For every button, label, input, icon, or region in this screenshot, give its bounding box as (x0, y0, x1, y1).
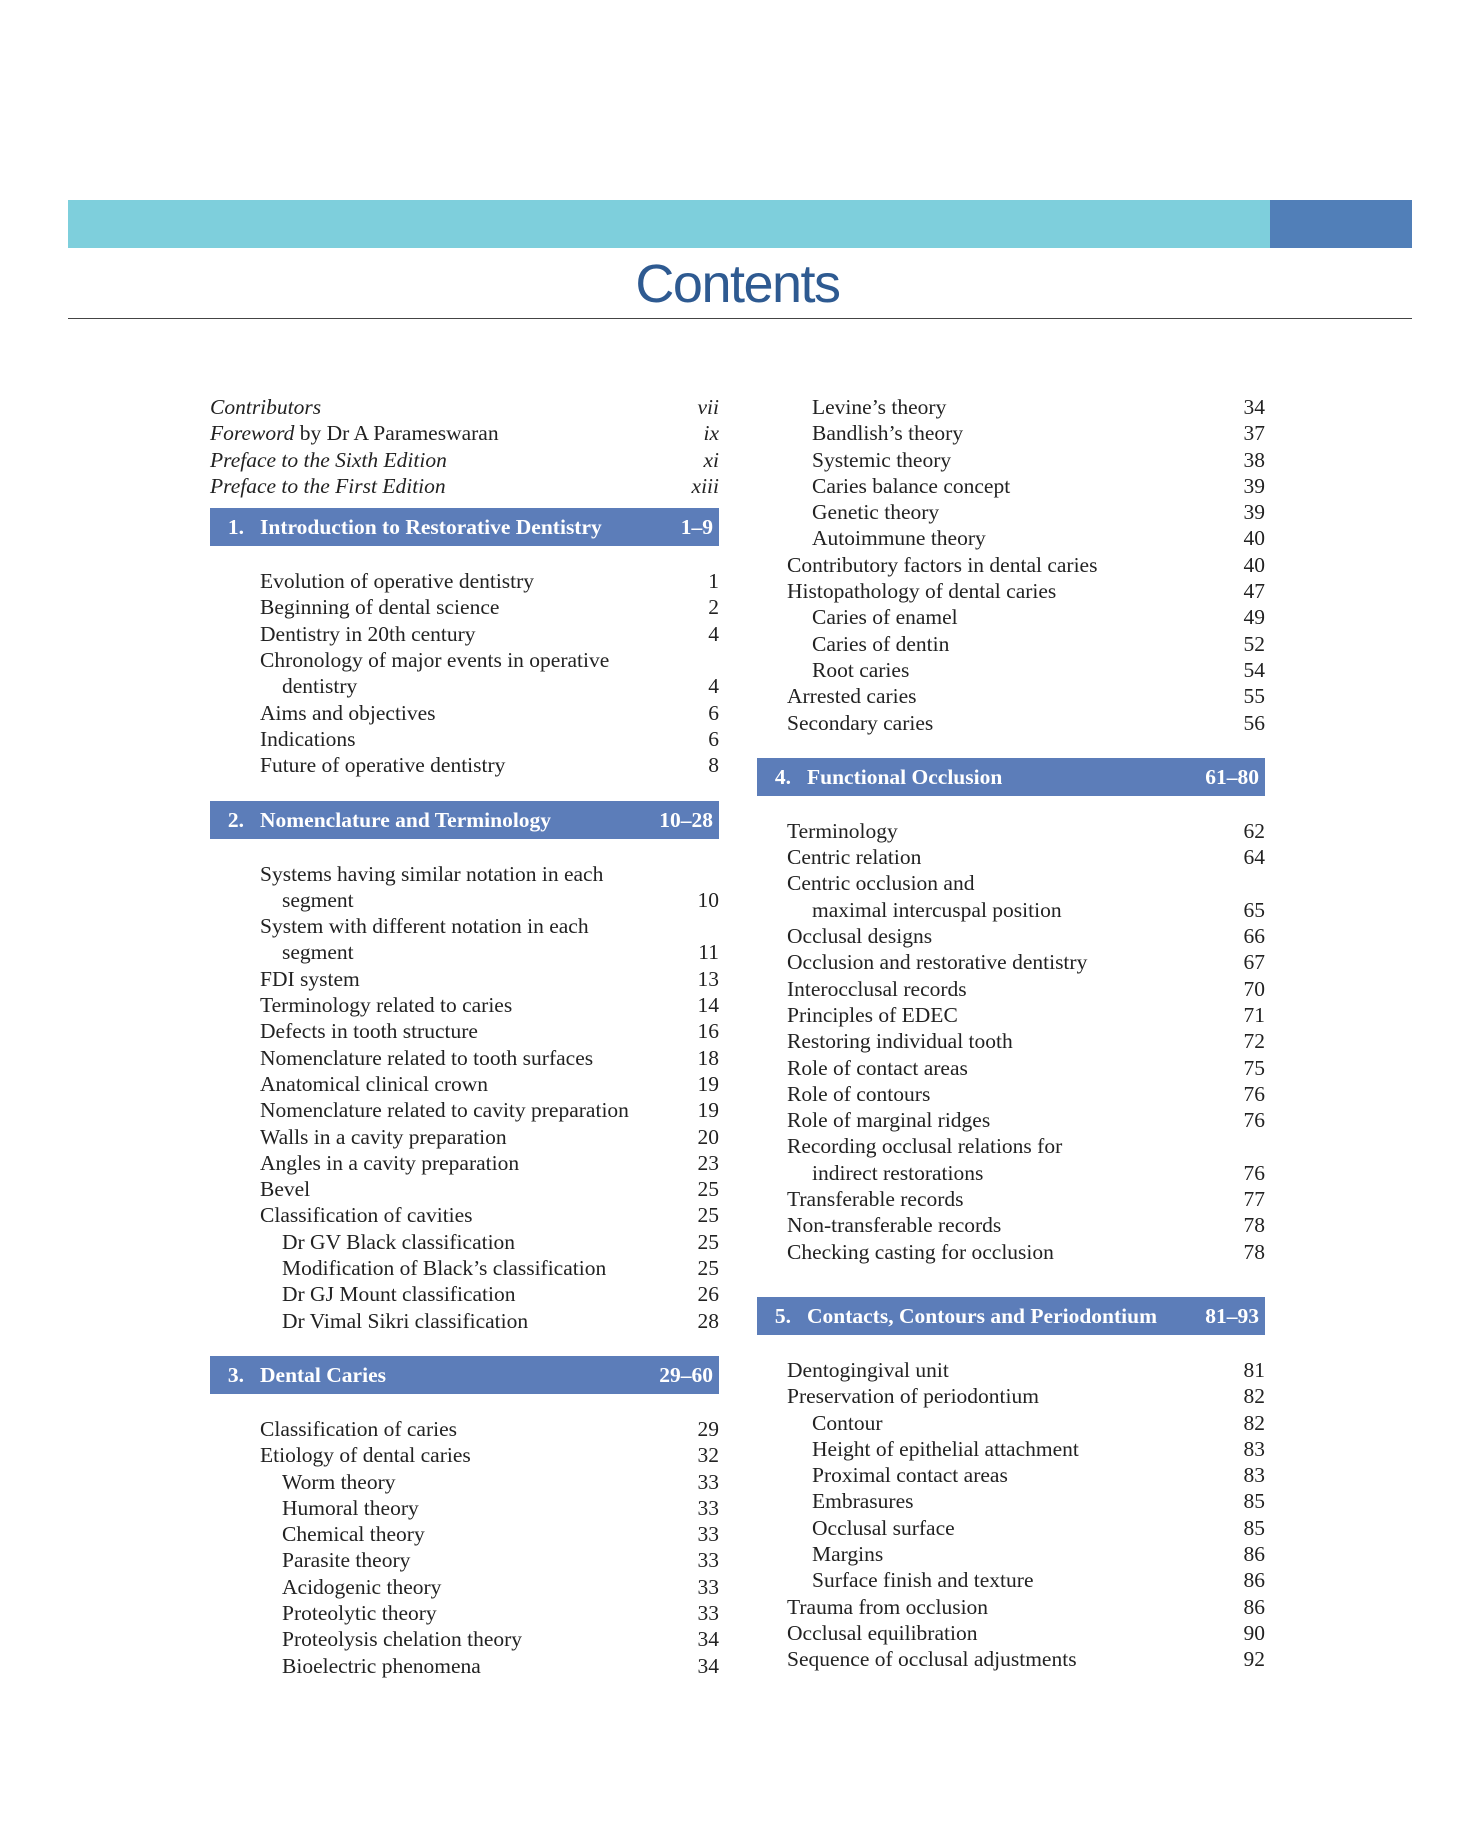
entry-page-number: 19 (697, 1071, 719, 1096)
entry-page-number: xi (703, 447, 719, 472)
chapter-page-range: 29–60 (659, 1362, 713, 1387)
entry-page-number: 82 (1243, 1384, 1265, 1409)
entry-page-number: 2 (708, 595, 719, 620)
entry-page-number: 75 (1243, 1055, 1265, 1080)
entry-label: Non-transferable records (787, 1213, 1002, 1238)
entry-page-number: 32 (697, 1443, 719, 1468)
entry-label: Occlusal equilibration (787, 1620, 978, 1645)
entry-page-number: xiii (691, 473, 719, 498)
toc-entry[interactable] (757, 897, 1265, 923)
chapter-title: Dental Caries (260, 1362, 386, 1387)
entry-label: segment (282, 887, 354, 912)
entry-page-number: 29 (697, 1416, 719, 1441)
entry-label: maximal intercuspal position (812, 897, 1062, 922)
chapter-heading[interactable] (757, 1297, 1265, 1335)
toc-entry[interactable] (757, 1646, 1265, 1672)
header-accent-block (1270, 200, 1412, 248)
entry-label: Indications (260, 726, 356, 751)
entry-page-number: 78 (1243, 1213, 1265, 1238)
spacer (210, 779, 719, 801)
entry-page-number: 23 (697, 1150, 719, 1175)
entry-label: Recording occlusal relations for (787, 1134, 1063, 1159)
entry-label: segment (282, 940, 354, 965)
toc-entry[interactable] (210, 887, 719, 913)
entry-label: Margins (812, 1541, 884, 1566)
toc-entry[interactable] (757, 1541, 1265, 1567)
entry-label: Preface to the Sixth Edition (210, 447, 447, 472)
entry-page-number: 18 (697, 1045, 719, 1070)
entry-page-number: 56 (1243, 710, 1265, 735)
entry-page-number: 33 (697, 1600, 719, 1625)
chapter-number: 1. (227, 515, 244, 540)
entry-label: Surface finish and texture (812, 1568, 1034, 1593)
toc-entry[interactable] (210, 1255, 719, 1281)
entry-page-number: 4 (708, 621, 719, 646)
entry-page-number: 20 (697, 1124, 719, 1149)
entry-label: Principles of EDEC (787, 1002, 958, 1027)
entry-page-number: vii (697, 395, 719, 419)
chapter-heading[interactable] (210, 801, 719, 839)
entry-page-number: 72 (1243, 1029, 1265, 1054)
toc-entry[interactable] (210, 621, 719, 647)
entry-label: Anatomical clinical crown (260, 1071, 489, 1096)
toc-entry[interactable] (757, 447, 1265, 473)
toc-entry[interactable] (757, 1081, 1265, 1107)
entry-label: Autoimmune theory (812, 526, 986, 551)
entry-page-number: 92 (1243, 1647, 1265, 1672)
entry-page-number: 82 (1243, 1410, 1265, 1435)
entry-label: Parasite theory (282, 1548, 411, 1573)
entry-page-number: 34 (697, 1653, 719, 1678)
chapter-page-range: 81–93 (1205, 1303, 1259, 1328)
entry-page-number: 10 (697, 887, 719, 912)
spacer (210, 1334, 719, 1356)
entry-label: Transferable records (787, 1187, 964, 1212)
front-matter-entry[interactable] (210, 420, 719, 446)
entry-page-number: 33 (697, 1574, 719, 1599)
toc-entry[interactable] (757, 1212, 1265, 1238)
toc-entry[interactable] (757, 578, 1265, 604)
toc-entry[interactable] (210, 700, 719, 726)
toc-entry[interactable] (757, 1462, 1265, 1488)
front-matter-entry[interactable] (210, 447, 719, 473)
entry-label: Role of contours (787, 1081, 931, 1106)
toc-column-left (210, 394, 719, 1679)
toc-entry[interactable] (757, 525, 1265, 551)
entry-label: Height of epithelial attachment (812, 1436, 1079, 1461)
entry-page-number: 33 (697, 1469, 719, 1494)
entry-label: Terminology related to caries (260, 993, 513, 1018)
toc-entry[interactable] (757, 1186, 1265, 1212)
entry-page-number: ix (703, 421, 719, 446)
toc-entry[interactable] (210, 1202, 719, 1228)
toc-entry[interactable] (210, 1495, 719, 1521)
entry-label: Histopathology of dental caries (787, 579, 1057, 604)
entry-page-number: 40 (1243, 526, 1265, 551)
toc-entry[interactable] (210, 1521, 719, 1547)
entry-page-number: 66 (1243, 924, 1265, 949)
entry-page-number: 49 (1243, 605, 1265, 630)
entry-label: Acidogenic theory (282, 1574, 442, 1599)
entry-page-number: 37 (1243, 421, 1265, 446)
entry-label: Dr GV Black classification (282, 1229, 516, 1254)
entry-page-number: 86 (1243, 1541, 1265, 1566)
entry-label: Role of contact areas (787, 1055, 968, 1080)
entry-page-number: 6 (708, 726, 719, 751)
entry-label: Preface to the First Edition (210, 473, 446, 498)
toc-entry[interactable] (757, 604, 1265, 630)
page-title: Contents (635, 254, 840, 314)
entry-label: Caries of dentin (812, 631, 950, 656)
entry-label: Foreword by Dr A Parameswaran (210, 421, 499, 446)
entry-page-number: 71 (1243, 1002, 1265, 1027)
toc-entry[interactable] (757, 1620, 1265, 1646)
spacer (210, 499, 719, 508)
entry-page-number: 54 (1243, 657, 1265, 682)
entry-page-number: 90 (1243, 1620, 1265, 1645)
toc-entry[interactable] (757, 552, 1265, 578)
entry-label: Embrasures (812, 1489, 914, 1514)
entry-label: Dr Vimal Sikri classification (282, 1308, 529, 1333)
toc-entry[interactable] (210, 1416, 719, 1442)
entry-page-number: 64 (1243, 845, 1265, 870)
toc-entry[interactable] (210, 726, 719, 752)
spacer (757, 796, 1265, 818)
toc-entry[interactable] (210, 1045, 719, 1071)
entry-label: Bandlish’s theory (812, 421, 964, 446)
front-matter-entry[interactable] (210, 394, 719, 420)
title-divider (68, 318, 1412, 319)
entry-label: Occlusal designs (787, 924, 933, 949)
toc-entry[interactable] (210, 1124, 719, 1150)
chapter-title: Introduction to Restorative Dentistry (260, 515, 602, 540)
entry-label: Contour (812, 1410, 883, 1435)
entry-page-number: 85 (1243, 1515, 1265, 1540)
entry-label: Levine’s theory (812, 395, 947, 419)
entry-label: Defects in tooth structure (260, 1019, 478, 1044)
entry-page-number: 4 (708, 674, 719, 699)
entry-page-number: 33 (697, 1548, 719, 1573)
entry-label: Trauma from occlusion (787, 1594, 989, 1619)
toc-entry[interactable] (757, 710, 1265, 736)
toc-entry[interactable] (757, 1383, 1265, 1409)
entry-page-number: 39 (1243, 473, 1265, 498)
entry-label: Proteolysis chelation theory (282, 1627, 523, 1652)
entry-label: Classification of cavities (260, 1203, 473, 1228)
entry-label: Secondary caries (787, 710, 934, 735)
toc-entry[interactable] (210, 568, 719, 594)
toc-entry[interactable] (210, 1229, 719, 1255)
entry-page-number: 86 (1243, 1594, 1265, 1619)
toc-entry[interactable] (210, 939, 719, 965)
entry-page-number: 25 (697, 1229, 719, 1254)
toc-entry[interactable] (757, 657, 1265, 683)
toc-column-right (757, 394, 1265, 1672)
front-matter-entry[interactable] (210, 473, 719, 499)
toc-entry[interactable] (757, 1107, 1265, 1133)
entry-label: Bioelectric phenomena (282, 1653, 481, 1678)
entry-label: Systems having similar notation in each (260, 861, 604, 886)
entry-label: Dentogingival unit (787, 1357, 949, 1382)
entry-page-number: 83 (1243, 1436, 1265, 1461)
entry-label: Classification of caries (260, 1416, 458, 1441)
chapter-title: Nomenclature and Terminology (260, 807, 552, 832)
entry-label: Caries of enamel (812, 605, 958, 630)
toc-entry[interactable] (210, 647, 719, 673)
toc-entry[interactable] (210, 913, 719, 939)
entry-page-number: 33 (697, 1495, 719, 1520)
toc-entry[interactable] (757, 1436, 1265, 1462)
toc-entry[interactable] (210, 1150, 719, 1176)
entry-label: Bevel (260, 1177, 311, 1202)
entry-page-number: 13 (697, 966, 719, 991)
chapter-heading[interactable] (210, 1356, 719, 1394)
toc-entry[interactable] (210, 1097, 719, 1123)
entry-label: Proteolytic theory (282, 1600, 437, 1625)
chapter-heading[interactable] (210, 508, 719, 546)
toc-entry[interactable] (757, 631, 1265, 657)
entry-page-number: 52 (1243, 631, 1265, 656)
entry-page-number: 39 (1243, 500, 1265, 525)
chapter-title: Functional Occlusion (807, 764, 1003, 789)
toc-entry[interactable] (210, 1547, 719, 1573)
entry-label: Aims and objectives (260, 700, 436, 725)
entry-label: Preservation of periodontium (787, 1384, 1039, 1409)
entry-label: Arrested caries (787, 684, 917, 709)
entry-page-number: 76 (1243, 1160, 1265, 1185)
entry-label: dentistry (282, 674, 358, 699)
chapter-number: 3. (227, 1362, 244, 1387)
entry-page-number: 76 (1243, 1081, 1265, 1106)
entry-label: Walls in a cavity preparation (260, 1124, 507, 1149)
toc-entry[interactable] (757, 870, 1265, 896)
entry-label: Etiology of dental caries (260, 1443, 471, 1468)
toc-entry[interactable] (757, 1357, 1265, 1383)
entry-page-number: 34 (697, 1627, 719, 1652)
toc-entry[interactable] (757, 1028, 1265, 1054)
entry-label: Proximal contact areas (812, 1463, 1008, 1488)
toc-entry[interactable] (210, 966, 719, 992)
entry-label: Terminology (787, 818, 898, 843)
entry-page-number: 25 (697, 1203, 719, 1228)
entry-label: Angles in a cavity preparation (260, 1150, 520, 1175)
entry-label-suffix: by Dr A Parameswaran (294, 421, 499, 446)
chapter-page-range: 61–80 (1205, 764, 1259, 789)
entry-label: Root caries (812, 657, 910, 682)
entry-label: Genetic theory (812, 500, 940, 525)
entry-label: Caries balance concept (812, 473, 1011, 498)
toc-entry[interactable] (210, 1071, 719, 1097)
entry-page-number: 14 (697, 993, 719, 1018)
toc-entry[interactable] (757, 1515, 1265, 1541)
entry-page-number: 28 (697, 1308, 719, 1333)
chapter-number: 2. (227, 807, 244, 832)
entry-label: Worm theory (282, 1469, 396, 1494)
entry-page-number: 55 (1243, 684, 1265, 709)
entry-page-number: 38 (1243, 447, 1265, 472)
entry-label: Restoring individual tooth (787, 1029, 1013, 1054)
entry-page-number: 1 (708, 569, 719, 594)
entry-label: Future of operative dentistry (260, 753, 506, 778)
entry-label: Beginning of dental science (260, 595, 500, 620)
entry-label: Centric occlusion and (787, 871, 975, 896)
spacer (757, 1265, 1265, 1297)
toc-entry[interactable] (757, 1594, 1265, 1620)
toc-entry[interactable] (757, 844, 1265, 870)
toc-entry[interactable] (210, 1469, 719, 1495)
entry-label: Interocclusal records (787, 976, 967, 1001)
entry-label: Dr GJ Mount classification (282, 1282, 516, 1307)
entry-label: Nomenclature related to cavity preparation (260, 1098, 629, 1123)
entry-page-number: 33 (697, 1522, 719, 1547)
entry-page-number: 6 (708, 700, 719, 725)
toc-entry[interactable] (757, 818, 1265, 844)
spacer (757, 736, 1265, 758)
entry-label: System with different notation in each (260, 914, 589, 939)
toc-entry[interactable] (757, 1488, 1265, 1514)
entry-label: Occlusion and restorative dentistry (787, 950, 1088, 975)
toc-entry[interactable] (757, 923, 1265, 949)
toc-entry[interactable] (210, 1653, 719, 1679)
chapter-number: 5. (774, 1303, 791, 1328)
entry-label: Modification of Black’s classification (282, 1256, 607, 1281)
spacer (210, 1394, 719, 1416)
chapter-heading[interactable] (757, 758, 1265, 796)
entry-page-number: 65 (1243, 897, 1265, 922)
toc-entry[interactable] (757, 473, 1265, 499)
entry-label: Systemic theory (812, 447, 952, 472)
entry-page-number: 47 (1243, 579, 1265, 604)
header-accent-bar (68, 200, 1270, 248)
entry-page-number: 25 (697, 1177, 719, 1202)
entry-label: Evolution of operative dentistry (260, 569, 535, 594)
entry-page-number: 83 (1243, 1463, 1265, 1488)
toc-entry[interactable] (210, 1600, 719, 1626)
entry-label: Centric relation (787, 845, 922, 870)
toc-entry[interactable] (210, 1176, 719, 1202)
entry-page-number: 34 (1243, 395, 1265, 419)
toc-entry[interactable] (210, 1626, 719, 1652)
toc-entry[interactable] (210, 673, 719, 699)
spacer (757, 1335, 1265, 1357)
entry-label: Checking casting for occlusion (787, 1239, 1054, 1264)
toc-entry[interactable] (210, 594, 719, 620)
entry-page-number: 76 (1243, 1108, 1265, 1133)
entry-page-number: 40 (1243, 552, 1265, 577)
entry-label: Role of marginal ridges (787, 1108, 991, 1133)
entry-label: indirect restorations (812, 1160, 984, 1185)
entry-page-number: 19 (697, 1098, 719, 1123)
spacer (210, 546, 719, 568)
entry-label: Humoral theory (282, 1495, 419, 1520)
entry-label: FDI system (260, 966, 360, 991)
entry-label: Occlusal surface (812, 1515, 955, 1540)
entry-label: Chronology of major events in operative (260, 648, 610, 673)
entry-label: Sequence of occlusal adjustments (787, 1647, 1077, 1672)
toc-entry[interactable] (757, 394, 1265, 420)
entry-label: Dentistry in 20th century (260, 621, 476, 646)
toc-entry[interactable] (757, 1160, 1265, 1186)
toc-entry[interactable] (210, 992, 719, 1018)
toc-entry[interactable] (210, 1442, 719, 1468)
toc-entry[interactable] (757, 1002, 1265, 1028)
entry-page-number: 70 (1243, 976, 1265, 1001)
toc-entry[interactable] (757, 949, 1265, 975)
entry-page-number: 26 (697, 1282, 719, 1307)
entry-page-number: 8 (708, 753, 719, 778)
entry-label: Contributory factors in dental caries (787, 552, 1098, 577)
entry-label: Nomenclature related to tooth surfaces (260, 1045, 594, 1070)
chapter-page-range: 10–28 (659, 807, 713, 832)
entry-page-number: 25 (697, 1256, 719, 1281)
entry-page-number: 81 (1243, 1357, 1265, 1382)
chapter-number: 4. (774, 764, 791, 789)
toc-entry[interactable] (210, 1018, 719, 1044)
toc-entry[interactable] (757, 1567, 1265, 1593)
toc-entry[interactable] (210, 1281, 719, 1307)
toc-entry[interactable] (210, 861, 719, 887)
toc-entry[interactable] (757, 1055, 1265, 1081)
entry-page-number: 67 (1243, 950, 1265, 975)
entry-page-number: 86 (1243, 1568, 1265, 1593)
toc-entry[interactable] (210, 1308, 719, 1334)
entry-page-number: 11 (698, 940, 719, 965)
toc-entry[interactable] (757, 1239, 1265, 1265)
toc-entry[interactable] (210, 752, 719, 778)
toc-entry[interactable] (757, 683, 1265, 709)
toc-entry[interactable] (757, 420, 1265, 446)
chapter-title: Contacts, Contours and Periodontium (807, 1303, 1157, 1328)
entry-page-number: 62 (1243, 818, 1265, 843)
toc-entry[interactable] (757, 976, 1265, 1002)
spacer (210, 839, 719, 861)
toc-entry[interactable] (757, 499, 1265, 525)
toc-entry[interactable] (757, 1410, 1265, 1436)
entry-page-number: 77 (1243, 1187, 1265, 1212)
toc-entry[interactable] (757, 1133, 1265, 1159)
entry-label: Chemical theory (282, 1522, 425, 1547)
entry-page-number: 78 (1243, 1239, 1265, 1264)
chapter-page-range: 1–9 (680, 515, 713, 540)
toc-entry[interactable] (210, 1574, 719, 1600)
entry-page-number: 16 (697, 1019, 719, 1044)
entry-label: Contributors (210, 395, 322, 419)
entry-page-number: 85 (1243, 1489, 1265, 1514)
